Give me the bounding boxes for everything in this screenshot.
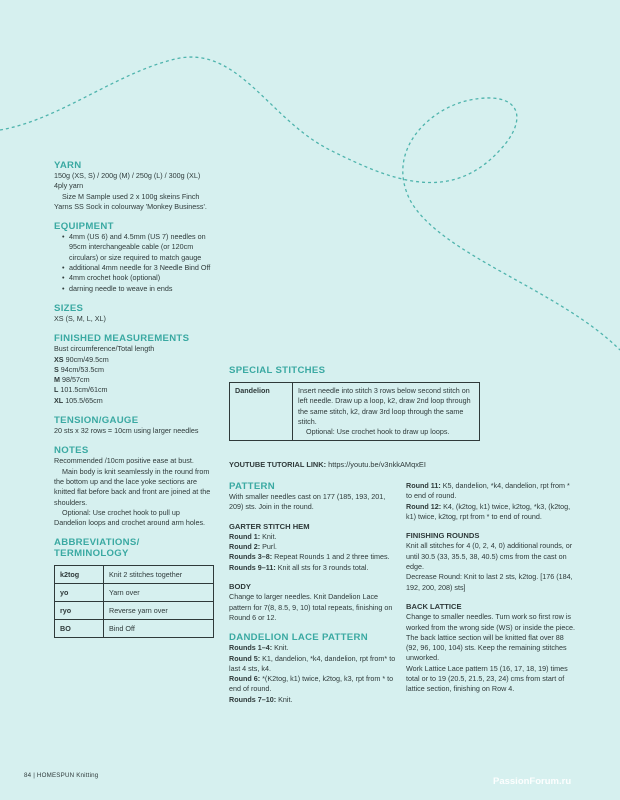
table-row: BO Bind Off (55, 620, 214, 638)
yarn-sample: Size M Sample used 2 x 100g skeins Finch Yarns SS Sock in colourway 'Monkey Business'. (54, 191, 207, 211)
garter-heading: GARTER STITCH HEM (229, 521, 310, 531)
lace-row: Round 6: *(K2tog, k1) twice, k2tog, k3, rpt from * to end of round. (229, 674, 394, 694)
measurement-row: L 101.5cm/61cm (54, 385, 108, 395)
round-12: Round 12: K4, (k2tog, k1) twice, k2tog, *k3, (k2tog, k1) twice, k2tog, rpt from * to end of round. (406, 501, 571, 521)
round-11: Round 11: K5, dandelion, *k4, dandelion, rpt from * to end of round. (406, 481, 570, 501)
finished-heading: FINISHED MEASUREMENTS (54, 333, 190, 345)
lace-row: Rounds 1–4: Knit. (229, 643, 289, 653)
measurement-row: XS 90cm/49.5cm (54, 354, 109, 364)
page-footer: 84 | HOMESPUN Knitting (24, 772, 99, 779)
notes-p3: Optional: Use crochet hook to pull up Dandelion loops and crochet around arm holes. (54, 507, 206, 528)
garter-row: Round 1: Knit. (229, 531, 277, 541)
list-item: • 4mm (US 6) and 4.5mm (US 7) needles on 95cm interchangeable cable (or 120cm circulars) or size required to match gauge (62, 232, 214, 263)
yarn-text: 150g (XS, S) / 200g (M) / 250g (L) / 300g (XL) 4ply yarn (54, 171, 201, 191)
watermark: PassionForum.ru (493, 776, 572, 787)
right-column (406, 481, 576, 695)
finishing-decrease: Decrease Round: Knit to last 2 sts, k2tog. [176 (184, 192, 200, 208) sts] (406, 572, 573, 592)
table-row: ryo Reverse yarn over (55, 602, 214, 620)
table-row: Dandelion Insert needle into stitch 3 rows below second stitch on left needle. Draw up a loop, k2, draw 2nd loop through the same stitch, k2, draw 3rd loop through the same stitch. Optional: Use crochet hook to draw up loops. (230, 383, 480, 441)
sizes-heading: SIZES (54, 302, 84, 314)
back-lattice-text2: Work Lattice Lace pattern 15 (16, 17, 18, 19) times total or to 19 (20.5, 21.5, 23, 24) cms from start of lattice section, finishing on Row 4. (406, 663, 568, 694)
list-item: • darning needle to weave in ends (62, 284, 214, 294)
lace-heading: DANDELION LACE PATTERN (229, 632, 368, 644)
youtube-link-line (229, 460, 426, 469)
notes-p1: Recommended /10cm positive ease at bust. (54, 456, 194, 466)
abbreviations-table (54, 565, 214, 638)
pattern-heading: PATTERN (229, 481, 275, 492)
list-item: • additional 4mm needle for 3 Needle Bind Off (62, 263, 214, 273)
notes-heading: NOTES (54, 445, 89, 457)
youtube-label: YOUTUBE TUTORIAL LINK: (229, 460, 327, 469)
back-lattice-text: Change to smaller needles. Turn work so first row is worked from the wrong side (WS) or inside the piece. The back lattice section will be knitted flat over 88 (92, 96, 100, 104) sts. Keep the remaining stitches unworked. (406, 612, 575, 663)
table-row: yo Yarn over (55, 584, 214, 602)
middle-column (229, 365, 471, 441)
garter-row: Rounds 3–8: Repeat Rounds 1 and 2 three times. (229, 552, 390, 562)
measurement-row: S 94cm/53.5cm (54, 364, 104, 374)
lace-row: Rounds 7–10: Knit. (229, 694, 293, 704)
abbreviations-heading: ABBREVIATIONS/ TERMINOLOGY (54, 537, 140, 560)
lace-row: Round 5: K1, dandelion, *k4, dandelion, rpt from* to last 4 sts, k4. (229, 653, 396, 673)
pattern-text: With smaller needles cast on 177 (185, 193, 201, 209) sts. Join in the round. (229, 492, 386, 512)
list-item: • 4mm crochet hook (optional) (62, 273, 214, 283)
equipment-heading: EQUIPMENT (54, 221, 114, 233)
garter-row: Rounds 9–11: Knit all sts for 3 rounds total. (229, 562, 369, 572)
measurement-row: XL 105.5/65cm (54, 395, 103, 405)
left-column (54, 160, 214, 638)
youtube-link[interactable]: https://youtu.be/v3nkkAMqxEI (328, 460, 426, 469)
finishing-heading: FINISHING ROUNDS (406, 531, 480, 541)
back-lattice-heading: BACK LATTICE (406, 601, 462, 611)
yarn-heading: YARN (54, 160, 82, 171)
finishing-text: Knit all stitches for 4 (0, 2, 4, 0) additional rounds, or until 30.5 (33, 35.5, 38, 40.5) cms from the cast on edge. (406, 541, 573, 572)
finished-intro: Bust circumference/Total length (54, 344, 155, 354)
table-row: k2tog Knit 2 stitches together (55, 566, 214, 584)
body-heading: BODY (229, 582, 251, 592)
special-stitches-table (229, 382, 480, 441)
special-stitches-heading: SPECIAL STITCHES (229, 365, 326, 376)
measurement-row: M 98/57cm (54, 375, 90, 385)
notes-p2: Main body is knit seamlessly in the round from the bottom up and the lace yoke sections are knitted flat before back and front are joined at the shoulders. (54, 466, 211, 507)
body-text: Change to larger needles. Knit Dandelion Lace pattern for 7(8, 8.5, 9, 10) total repeats, finishing on Round 6 or 12. (229, 592, 393, 622)
equipment-list (54, 232, 214, 294)
tension-text: 20 sts x 32 rows = 10cm using larger needles (54, 426, 199, 436)
middle-column-lower (229, 481, 401, 705)
tension-heading: TENSION/GAUGE (54, 415, 139, 427)
garter-row: Round 2: Purl. (229, 542, 277, 552)
sizes-text: XS (S, M, L, XL) (54, 313, 106, 323)
